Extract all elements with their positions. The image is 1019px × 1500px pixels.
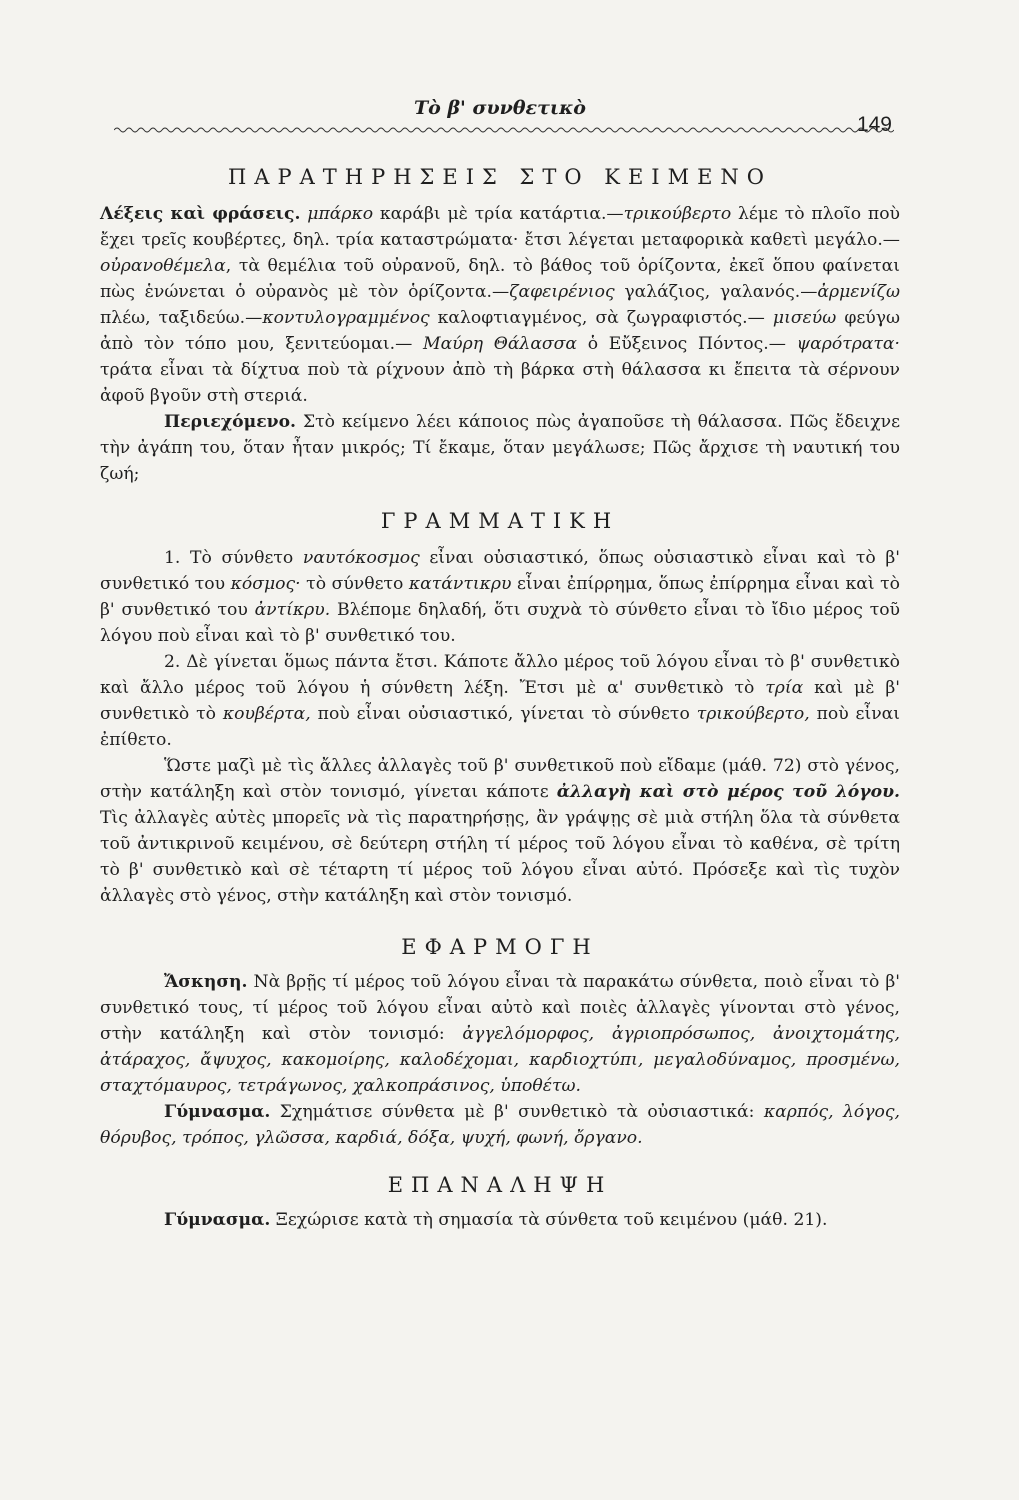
text-run: ποὺ εἶναι οὐσιαστικό, γίνεται τὸ σύνθετο [310, 704, 697, 724]
term: ζαφειρένιος [509, 282, 615, 302]
gloss: καράβι μὲ τρία κατάρτια.— [373, 204, 624, 224]
term: κουβέρτα, [222, 704, 311, 724]
wavy-rule [114, 125, 894, 135]
content-lead: Περιεχόμενο. [164, 412, 297, 432]
text-run: ποὺ εἶναι ἐπίθετο. [100, 704, 900, 750]
page [100, 95, 900, 1233]
vocabulary-lead: Λέξεις καὶ φράσεις. [100, 204, 301, 224]
repetition-heading: ΕΠΑΝΑΛΗΨΗ [387, 1173, 613, 1197]
term: ναυτόκοσμος [302, 548, 420, 568]
term: ἀρμενίζω [817, 282, 901, 302]
grammar-paragraph-2 [100, 649, 900, 753]
gloss: καλοφτιαγμένος, σὰ ζωγραφιστός.— [429, 308, 773, 328]
term: ἀντίκρυ. [254, 600, 331, 620]
term: μισεύω [772, 308, 837, 328]
running-head [100, 95, 900, 136]
text-run: εἶναι ἐπίρρημα, ὅπως ἐπίρρημα εἶναι καὶ τὸ β' συνθετικό του [100, 574, 900, 620]
drill-text: Σχημάτισε σύνθετα μὲ β' συνθετικὸ τὰ οὐσιαστικά: [270, 1102, 764, 1122]
gloss: ὁ Εὔξεινος Πόντος.— [577, 334, 797, 354]
gloss: φεύγω ἀπὸ τὸν τόπο μου, ξενιτεύομαι.— [100, 308, 901, 354]
term: Μαύρη Θάλασσα [422, 334, 578, 354]
term: κοντυλογραμμένος [262, 308, 430, 328]
text-run: 1. Τὸ σύνθετο [164, 548, 303, 568]
running-title: Τὸ β' συνθετικὸ [414, 97, 586, 119]
exercise-lead: Ἄσκηση. [164, 972, 248, 992]
drill-paragraph [100, 1099, 900, 1151]
gloss: πλέω, ταξιδεύω.— [100, 308, 263, 328]
content-text: Στὸ κείμενο λέει κάποιος πὼς ἀγαποῦσε τὴ θάλασσα. Πῶς ἔδειχνε τὴν ἀγάπη του, ὅταν ἦταν μικρός; Τί ἔκαμε, ὅταν μεγάλωσε; Πῶς ἄρχισε τὴ ναυτική του ζωή; [100, 412, 900, 484]
drill-words: καρπός, λόγος, θόρυβος, τρόπος, γλῶσσα, καρδιά, δόξα, ψυχή, φωνή, ὄργανο. [100, 1102, 900, 1148]
text-run: τὸ σύνθετο [300, 574, 409, 594]
text-run: εἶναι οὐσιαστικό, ὅπως οὐσιαστικὸ εἶναι καὶ τὸ β' συνθετικό του [100, 548, 901, 594]
term: μπάρκο [307, 204, 374, 224]
gloss: , τὰ θεμέλια τοῦ οὐρανοῦ, δηλ. τὸ βάθος τοῦ ὁρίζοντα, ἐκεῖ ὅπου φαίνεται πὼς ἑνώνεται ὁ οὐρανὸς μὲ τὸν ὁρίζοντα.— [100, 256, 900, 302]
exercise-paragraph [100, 969, 900, 1099]
term: ψαρότρατα· [796, 334, 900, 354]
gloss: τράτα εἶναι τὰ δίχτυα ποὺ τὰ ρίχνουν ἀπὸ τὴ βάρκα στὴ θάλασσα κι ἔπειτα τὰ σέρνουν ἀφοῦ βγοῦν στὴ στεριά. [100, 360, 900, 406]
gloss: λέμε τὸ πλοῖο ποὺ ἔχει τρεῖς κουβέρτες, δηλ. τρία καταστρώματα· ἔτσι λέγεται μεταφορικὰ καθετὶ μεγάλο.— [100, 204, 900, 250]
vocabulary-paragraph [100, 201, 900, 409]
review-text: Ξεχώρισε κατὰ τὴ σημασία τὰ σύνθετα τοῦ κειμένου (μάθ. 21). [270, 1210, 828, 1230]
text-run: Ὥστε μαζὶ μὲ τὶς ἄλλες ἀλλαγὲς τοῦ β' συνθετικοῦ ποὺ εἴδαμε (μάθ. 72) στὸ γένος, στὴν κατάληξη καὶ στὸν τονισμό, γίνεται κάποτε [100, 756, 900, 802]
review-lead: Γύμνασμα. [164, 1210, 271, 1230]
grammar-paragraph-1 [100, 545, 900, 649]
content-paragraph [100, 409, 900, 487]
term: τρικούβερτο, [696, 704, 810, 724]
review-paragraph [100, 1207, 900, 1233]
text-run: Τὶς ἀλλαγὲς αὐτὲς μπορεῖς νὰ τὶς παρατηρήσῃς, ἂν γράψῃς σὲ μιὰ στήλη ὅλα τὰ σύνθετα τοῦ ἀντικρινοῦ κειμένου, σὲ δεύτερη στήλη τί μέρος τοῦ λόγου εἶναι τὸ καθένα, σὲ τρίτη τὸ β' συνθετικὸ καὶ σὲ τέταρτη τί μέρος τοῦ λόγου εἶναι αὐτό. Πρόσεξε καὶ τὶς τυχὸν ἀλλαγὲς στὸ γένος, στὴν κατάληξη καὶ στὸν τονισμό. [100, 808, 900, 906]
term: κόσμος· [230, 574, 301, 594]
term: κατάντικρυ [408, 574, 512, 594]
text-run: Βλέπομε δηλαδή, ὅτι συχνὰ τὸ σύνθετο εἶναι τὸ ἴδιο μέρος τοῦ λόγου ποὺ εἶναι καὶ τὸ β' συνθετικό του. [100, 600, 901, 646]
term: τρία [765, 678, 804, 698]
emphasis: ἀλλαγὴ καὶ στὸ μέρος τοῦ λόγου. [556, 782, 900, 802]
exercise-words: ἀγγελόμορφος, ἀγριοπρόσωπος, ἀνοιχτομάτης, ἀτάραχος, ἄψυχος, κακομοίρης, καλοδέχομαι, καρδιοχτύπι, μεγαλοδύναμος, προσμένω, σταχτόμαυρος, τετράγωνος, χαλκοπράσινος, ὑποθέτω. [100, 1024, 900, 1096]
grammar-heading: ΓΡΑΜΜΑΤΙΚΗ [380, 509, 620, 533]
exercise-text: Νὰ βρῇς τί μέρος τοῦ λόγου εἶναι τὰ παρακάτω σύνθετα, ποιὸ εἶναι τὸ β' συνθετικό τους, τί μέρος τοῦ λόγου εἶναι αὐτὸ καὶ ποιὲς ἀλλαγὲς γίνονται στὸ γένος, στὴν κατάληξη καὶ στὸν τονισμό: [100, 972, 900, 1044]
gloss: γαλάζιος, γαλανός.— [614, 282, 818, 302]
page-number: 149 [856, 113, 892, 136]
drill-lead: Γύμνασμα. [164, 1102, 271, 1122]
text-run: 2. Δὲ γίνεται ὅμως πάντα ἔτσι. Κάποτε ἄλλο μέρος τοῦ λόγου εἶναι τὸ β' συνθετικὸ καὶ ἄλλο μέρος τοῦ λόγου ἡ σύνθετη λέξη. Ἔτσι μὲ α' συνθετικὸ τὸ [100, 652, 900, 698]
application-heading: ΕΦΑΡΜΟΓΗ [401, 935, 599, 959]
grammar-paragraph-3 [100, 753, 900, 909]
term: οὐρανοθέμελα [100, 256, 226, 276]
observations-heading: ΠΑΡΑΤΗΡΗΣΕΙΣ ΣΤΟ ΚΕΙΜΕΝΟ [227, 165, 773, 189]
term: τρικούβερτο [623, 204, 732, 224]
text-run: καὶ μὲ β' συνθετικὸ τὸ [100, 678, 900, 724]
